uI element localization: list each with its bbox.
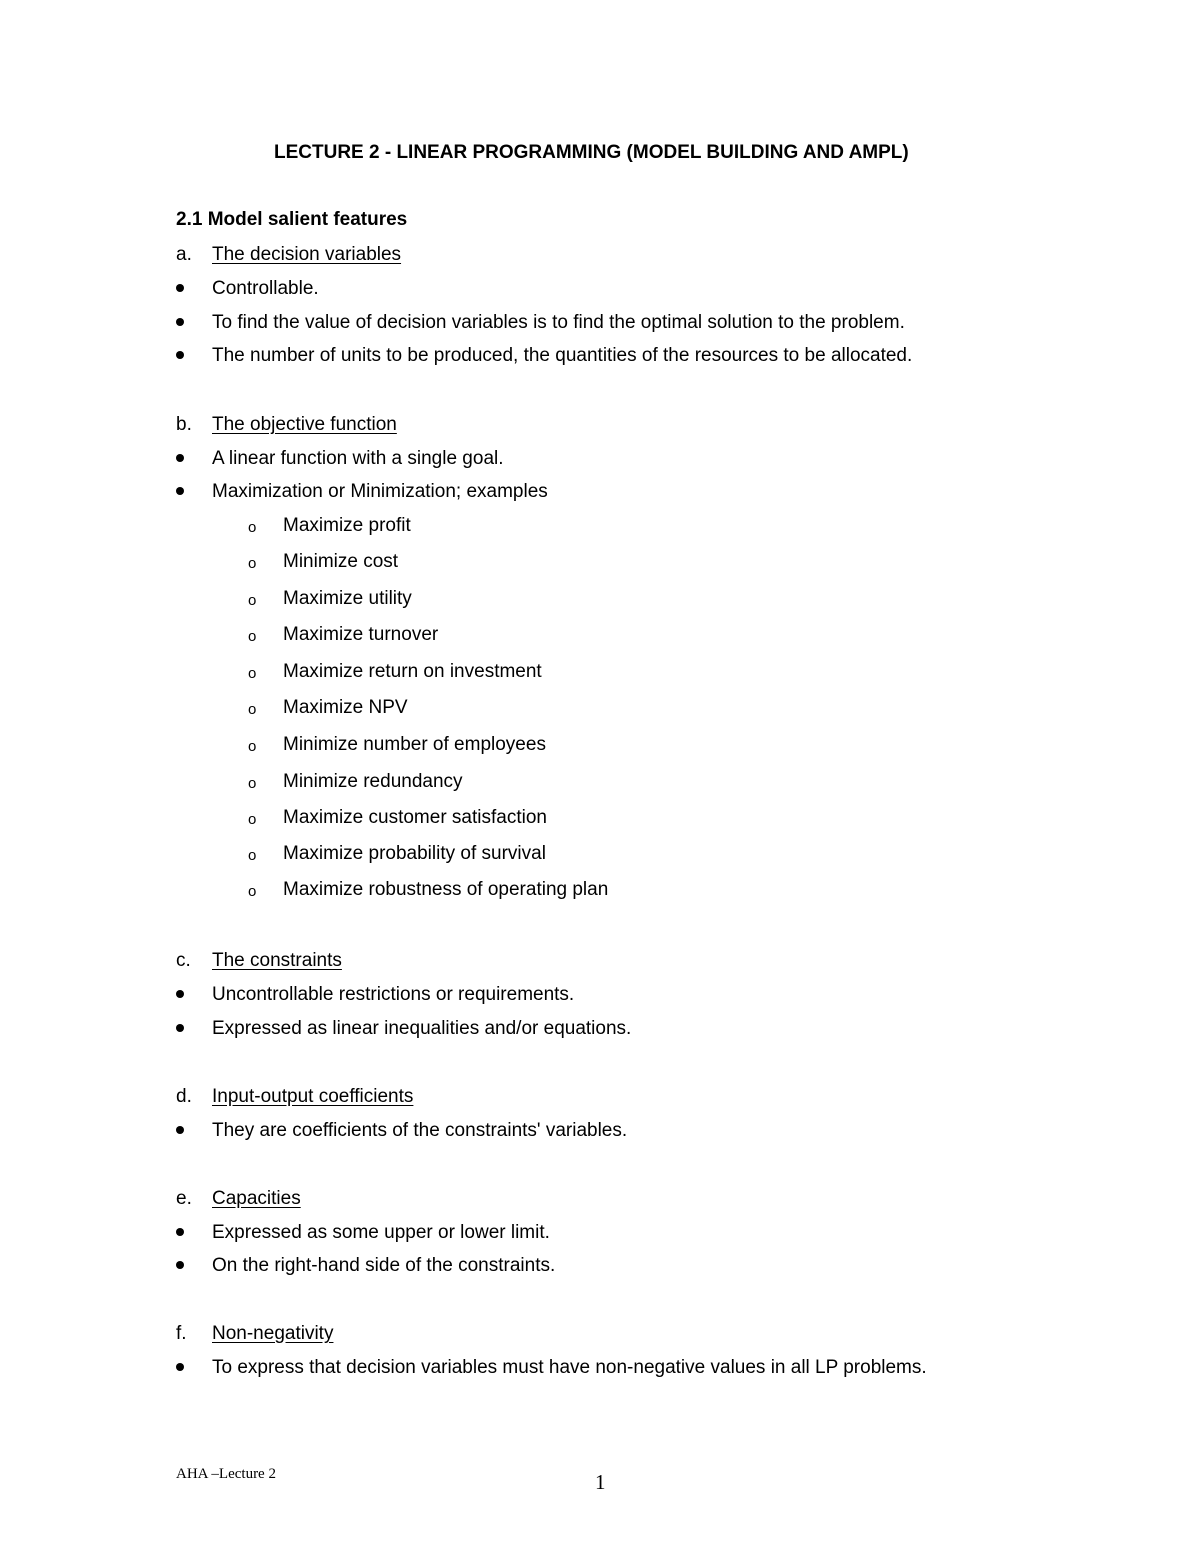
list-item: Maximization or Minimization; examples [212, 481, 548, 502]
item-title-input-output-coefficients: Input-output coefficients [212, 1086, 414, 1107]
item-letter-d: d. [176, 1086, 192, 1107]
item-title-capacities: Capacities [212, 1188, 301, 1209]
circle-bullet-icon: o [248, 847, 257, 864]
circle-bullet-icon: o [248, 665, 257, 682]
item-letter-c: c. [176, 950, 191, 971]
sub-list-item: Maximize utility [283, 588, 412, 609]
list-item: To express that decision variables must have non-negative values in all LP problems. [212, 1357, 927, 1378]
bullet-icon [176, 990, 184, 998]
sub-list-item: Minimize cost [283, 551, 399, 572]
item-letter-b: b. [176, 414, 192, 435]
sub-list-item: Maximize profit [283, 515, 411, 536]
circle-bullet-icon: o [248, 555, 257, 572]
item-letter-f: f. [176, 1323, 187, 1344]
circle-bullet-icon: o [248, 883, 257, 900]
list-item: Uncontrollable restrictions or requirements. [212, 984, 575, 1005]
item-title-decision-variables: The decision variables [212, 244, 402, 265]
circle-bullet-icon: o [248, 775, 257, 792]
circle-bullet-icon: o [248, 628, 257, 645]
bullet-icon [176, 1363, 184, 1371]
footer-label: AHA –Lecture 2 [176, 1466, 276, 1482]
item-letter-e: e. [176, 1188, 192, 1209]
page-title: LECTURE 2 - LINEAR PROGRAMMING (MODEL BUILDING AND AMPL) [274, 142, 909, 163]
section-heading: 2.1 Model salient features [176, 209, 408, 230]
sub-list-item: Minimize redundancy [283, 771, 463, 792]
bullet-icon [176, 487, 184, 495]
sub-list-item: Minimize number of employees [283, 734, 546, 755]
list-item: Expressed as linear inequalities and/or equations. [212, 1018, 632, 1039]
list-item: To find the value of decision variables is to find the optimal solution to the problem. [212, 312, 905, 333]
bullet-icon [176, 351, 184, 359]
circle-bullet-icon: o [248, 701, 257, 718]
item-title-constraints: The constraints [212, 950, 342, 971]
sub-list-item: Maximize return on investment [283, 661, 542, 682]
list-item: They are coefficients of the constraints' variables. [212, 1120, 628, 1141]
bullet-icon [176, 1024, 184, 1032]
bullet-icon [176, 1261, 184, 1269]
list-item: On the right-hand side of the constraints. [212, 1255, 556, 1276]
list-item: Expressed as some upper or lower limit. [212, 1222, 550, 1243]
page-number: 1 [595, 1470, 606, 1494]
item-title-non-negativity: Non-negativity [212, 1323, 334, 1344]
list-item: The number of units to be produced, the quantities of the resources to be allocated. [212, 345, 913, 366]
bullet-icon [176, 1126, 184, 1134]
sub-list-item: Maximize turnover [283, 624, 439, 645]
sub-list-item: Maximize customer satisfaction [283, 807, 547, 828]
bullet-icon [176, 318, 184, 326]
bullet-icon [176, 1228, 184, 1236]
list-item: A linear function with a single goal. [212, 448, 504, 469]
sub-list-item: Maximize robustness of operating plan [283, 879, 609, 900]
circle-bullet-icon: o [248, 519, 257, 536]
bullet-icon [176, 454, 184, 462]
sub-list-item: Maximize probability of survival [283, 843, 546, 864]
bullet-icon [176, 284, 184, 292]
sub-list-item: Maximize NPV [283, 697, 408, 718]
item-title-objective-function: The objective function [212, 414, 397, 435]
circle-bullet-icon: o [248, 811, 257, 828]
item-letter-a: a. [176, 244, 192, 265]
list-item: Controllable. [212, 278, 319, 299]
circle-bullet-icon: o [248, 592, 257, 609]
circle-bullet-icon: o [248, 738, 257, 755]
